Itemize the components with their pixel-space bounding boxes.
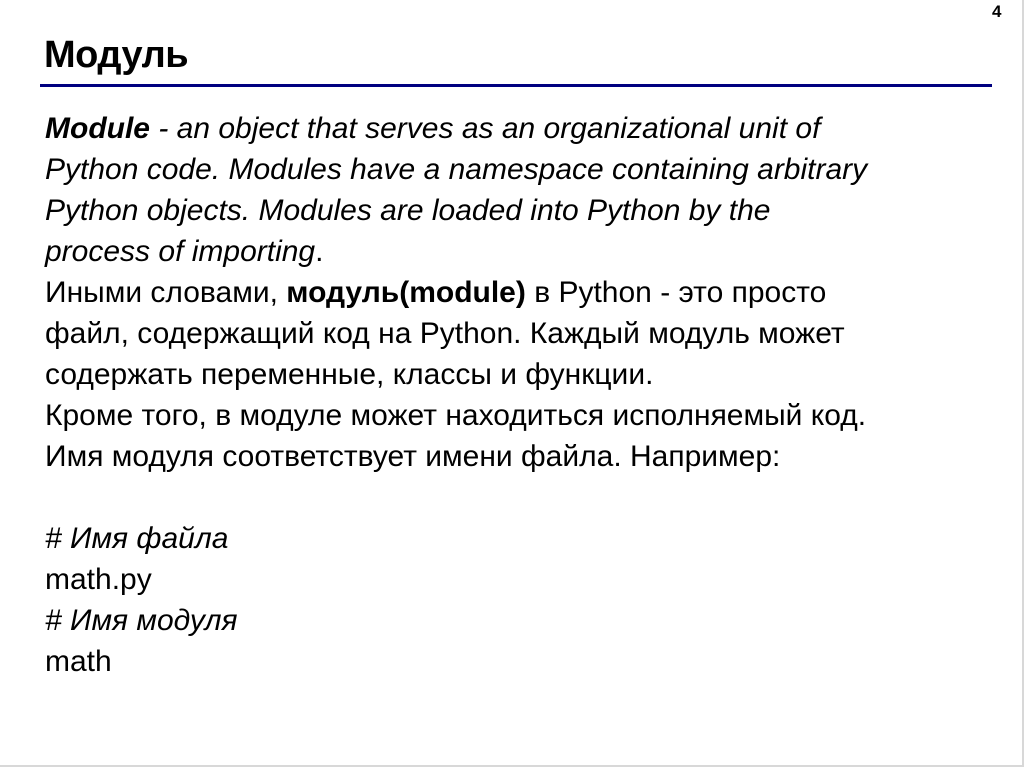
explanation-line-5: Имя модуля соответствует имени файла. Например:	[45, 440, 781, 473]
example-file-name: math.py	[45, 563, 152, 596]
example-file-comment: # Имя файла	[45, 522, 229, 555]
explanation-line-4: Кроме того, в модуле может находиться исполняемый код.	[45, 399, 867, 432]
slide-body	[45, 108, 1005, 682]
slide-number: 4	[992, 2, 1002, 21]
blank-line	[45, 477, 1005, 518]
explanation-suffix: в Python - это просто	[525, 276, 827, 309]
explanation-line-1	[45, 272, 1005, 313]
definition-line-1	[45, 108, 1005, 149]
definition-line-2: Python code. Modules have a namespace containing arbitrary	[45, 153, 868, 186]
title-underline	[40, 84, 992, 87]
explanation-line-2: файл, содержащий код на Python. Каждый модуль может	[45, 317, 845, 350]
definition-text-4: process of importing	[45, 235, 316, 268]
explanation-prefix: Иными словами,	[45, 276, 287, 309]
explanation-line-3: содержать переменные, классы и функции.	[45, 358, 654, 391]
definition-term: Module	[45, 112, 150, 145]
definition-text-1: - an object that serves as an organizational unit of	[150, 112, 821, 145]
definition-line-3: Python objects. Modules are loaded into Python by the	[45, 194, 771, 227]
slide-title: Модуль	[44, 34, 189, 76]
example-module-name: math	[45, 645, 112, 678]
example-module-comment: # Имя модуля	[45, 604, 238, 637]
explanation-term: модуль(module)	[286, 276, 526, 309]
definition-end-period: .	[315, 235, 324, 268]
definition-line-4	[45, 231, 1005, 272]
